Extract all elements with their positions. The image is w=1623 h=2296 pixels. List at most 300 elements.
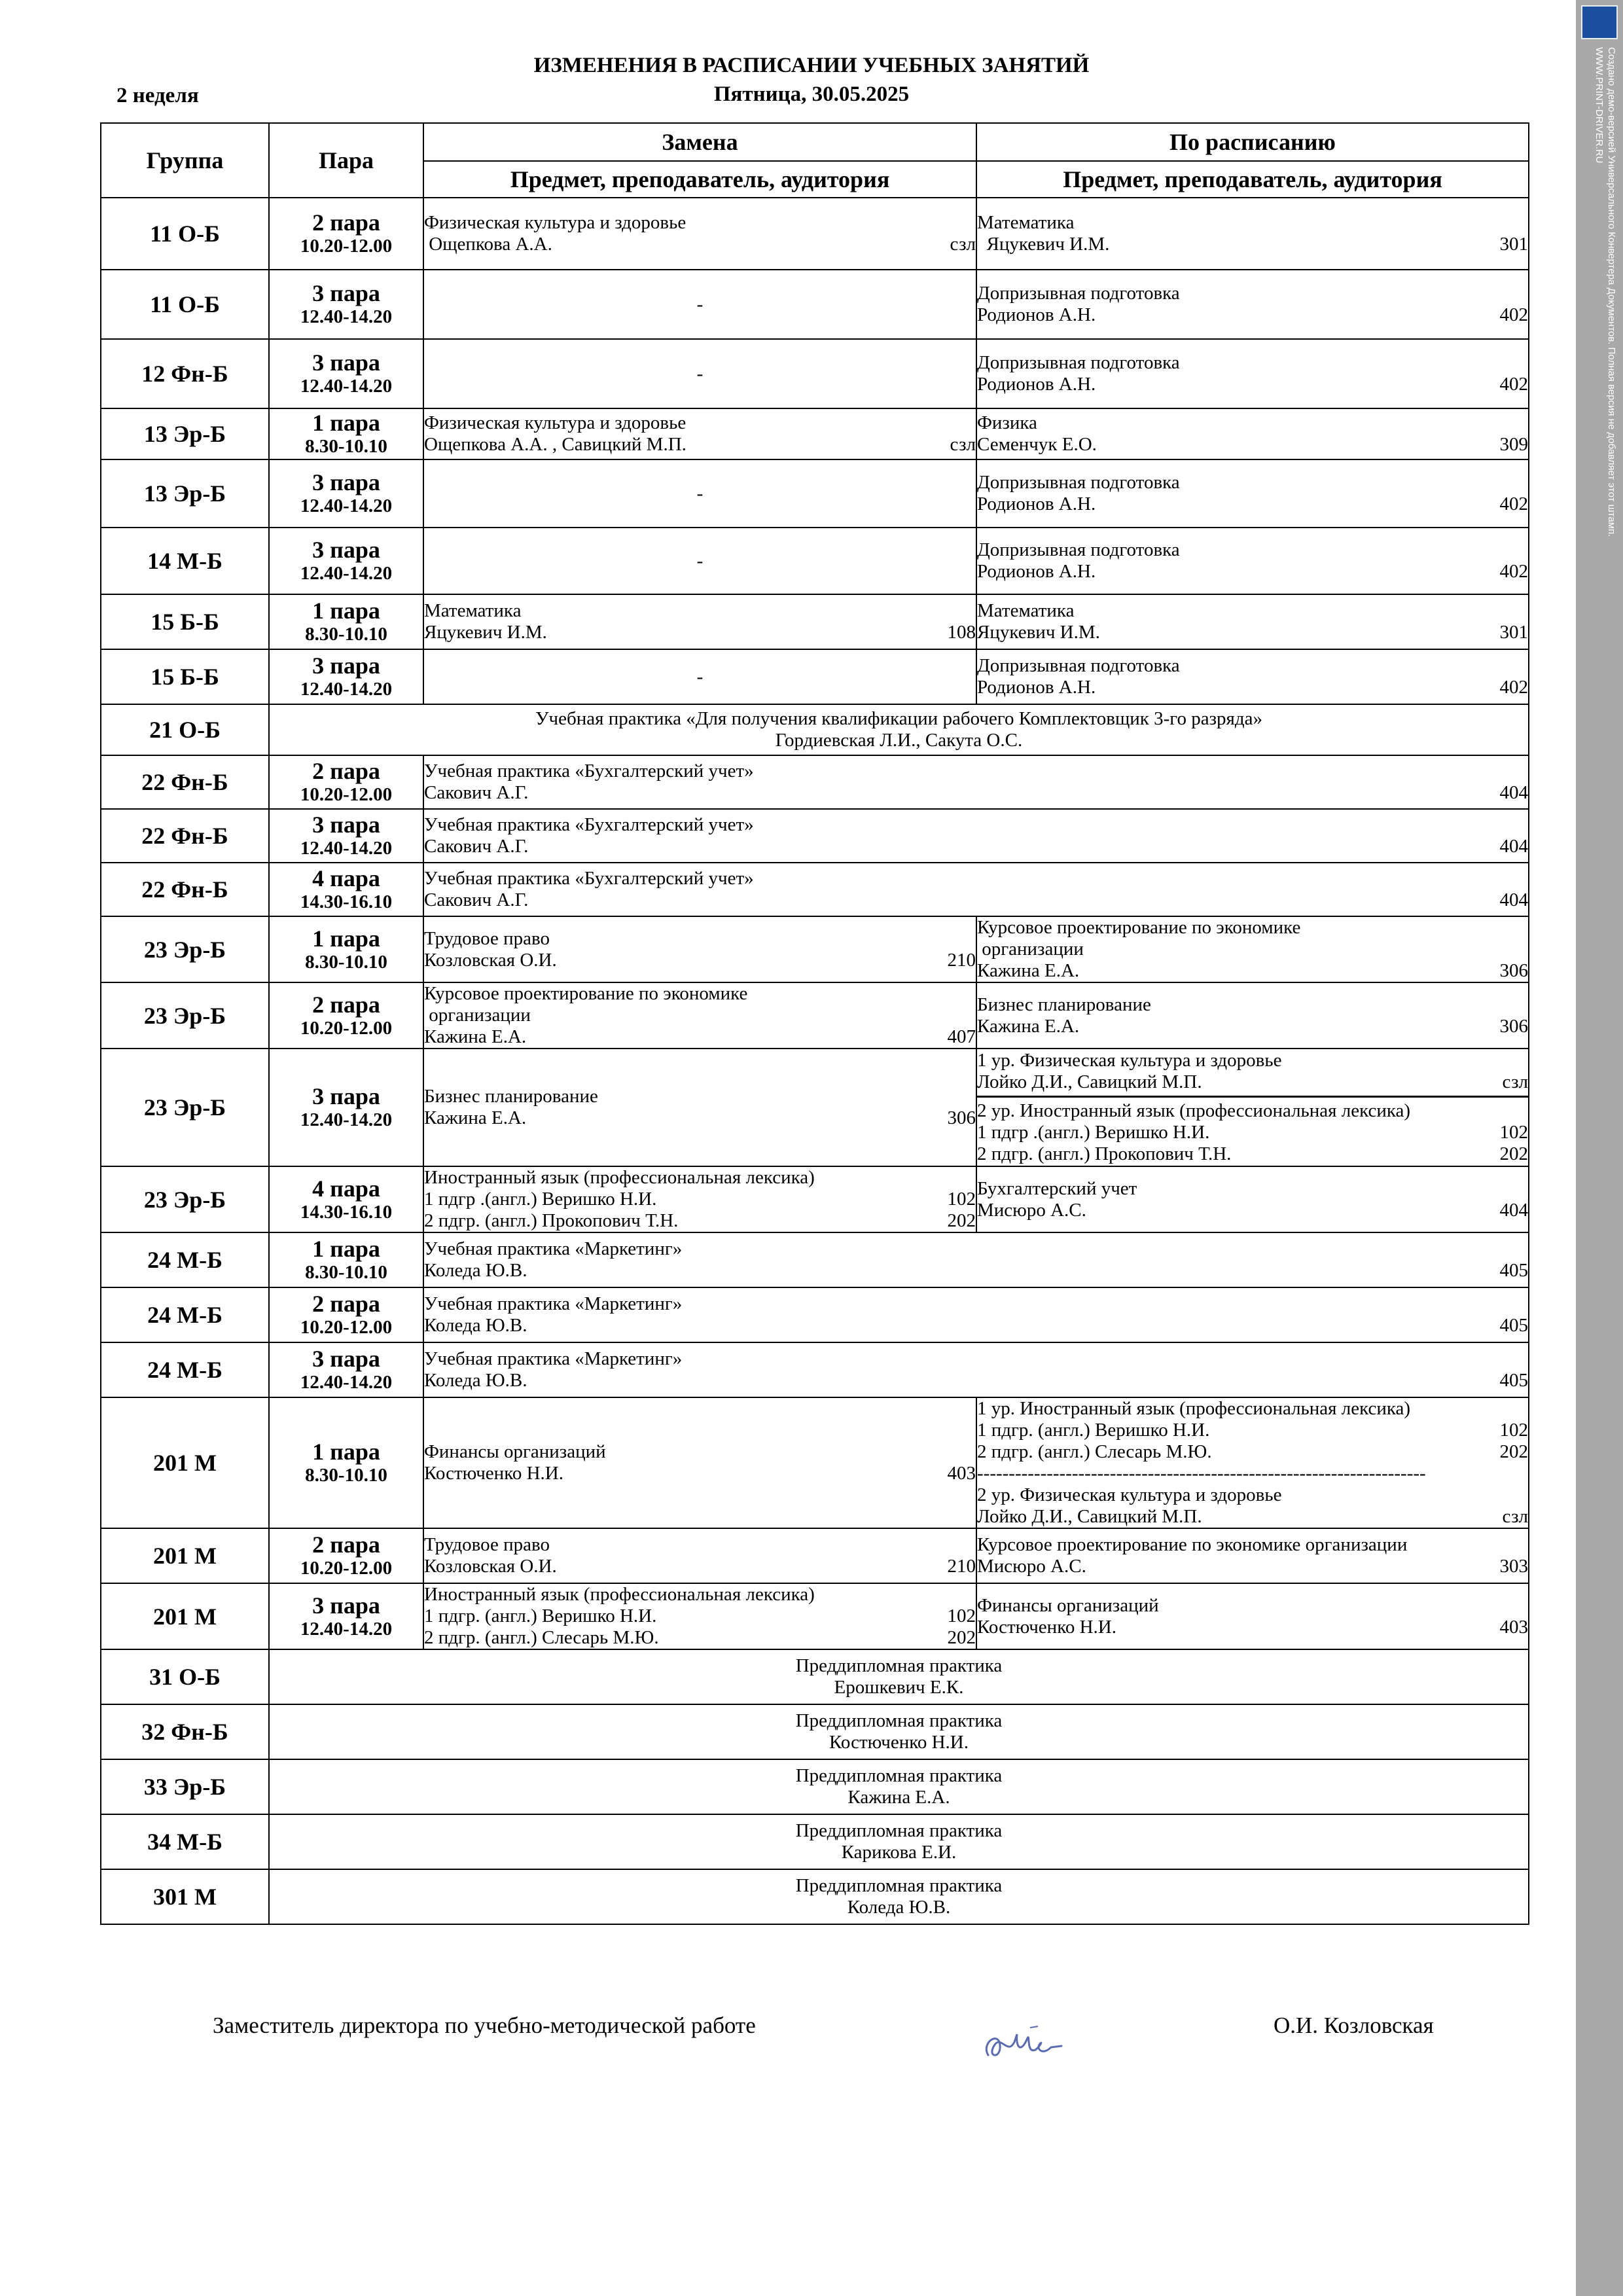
pair-cell <box>269 1049 423 1166</box>
cell-text: Лойко Д.И., Савицкий М.П. <box>977 1506 1202 1527</box>
wide-cell <box>423 1232 1529 1287</box>
cell-line <box>424 868 1528 889</box>
pair-cell <box>269 408 423 459</box>
cell-room: 301 <box>1499 234 1528 255</box>
scheduled-cell <box>976 459 1529 528</box>
replacement-cell <box>423 594 976 649</box>
cell-line <box>977 939 1528 960</box>
column-header-scheduled: По расписанию <box>976 123 1529 161</box>
group-cell: 13 Эр-Б <box>101 408 269 459</box>
cell-text: Сакович А.Г. <box>424 836 529 857</box>
table-row <box>101 1869 1529 1924</box>
pair-cell <box>269 1528 423 1583</box>
pair-time: 10.20-12.00 <box>300 1317 393 1338</box>
scheduled-cell <box>976 1397 1529 1528</box>
pair-time: 12.40-14.20 <box>300 495 393 516</box>
replacement-cell <box>423 408 976 459</box>
cell-text: Козловская О.И. <box>424 1556 557 1577</box>
cell-text: Допризывная подготовка <box>977 539 1180 560</box>
table-row <box>101 1232 1529 1287</box>
cell-line <box>424 1005 976 1026</box>
cell-room: 102 <box>1499 1122 1528 1143</box>
cell-line <box>424 1627 976 1649</box>
table-row <box>101 863 1529 916</box>
cell-text: 2 пдгр. (англ.) Прокопович Т.Н. <box>977 1143 1232 1164</box>
group-cell: 34 М-Б <box>101 1814 269 1869</box>
cell-line <box>977 1050 1528 1071</box>
cell-line <box>977 1484 1528 1506</box>
group-cell: 32 Фн-Б <box>101 1704 269 1759</box>
cell-text: Родионов А.Н. <box>977 561 1096 582</box>
cell-text: Яцукевич И.М. <box>977 234 1110 255</box>
group-cell: 23 Эр-Б <box>101 982 269 1049</box>
span-cell <box>269 1649 1529 1704</box>
column-header-pair: Пара <box>269 123 423 198</box>
cell-text: Родионов А.Н. <box>977 677 1096 698</box>
cell-line <box>977 1420 1528 1441</box>
pair-number: 3 пара <box>312 1346 380 1372</box>
cell-line <box>977 960 1528 982</box>
span-line: Преддипломная практика <box>795 1820 1003 1841</box>
cell-line <box>424 1107 976 1129</box>
cell-line <box>424 1605 976 1627</box>
cell-text: Физическая культура и здоровье <box>424 212 687 233</box>
cell-room: сзл <box>950 234 976 255</box>
cell-text: Бизнес планирование <box>424 1086 598 1107</box>
cell-text: Учебная практика «Бухгалтерский учет» <box>424 868 754 889</box>
cell-line <box>424 1210 976 1232</box>
span-cell <box>269 1814 1529 1869</box>
wide-cell <box>423 755 1529 809</box>
converter-stamp-text <box>1593 47 1618 833</box>
pair-number: 1 пара <box>312 1236 380 1262</box>
cell-line <box>977 1143 1528 1165</box>
cell-line <box>977 600 1528 622</box>
cell-text: Ощепкова А.А. , Савицкий М.П. <box>424 434 687 455</box>
table-row <box>101 1342 1529 1397</box>
table-row <box>101 198 1529 270</box>
empty-dash: - <box>696 482 704 504</box>
span-line: Учебная практика «Для получения квалификации рабочего Комплектовщик 3-го разряда» <box>535 708 1263 729</box>
scheduled-cell <box>976 649 1529 704</box>
cell-text: Кажина Е.А. <box>977 960 1080 981</box>
cell-line <box>424 1293 1528 1315</box>
group-cell: 11 О-Б <box>101 270 269 339</box>
pair-number: 1 пара <box>312 1439 380 1465</box>
cell-line <box>424 412 976 434</box>
cell-text: Коледа Ю.В. <box>424 1260 527 1281</box>
pair-number: 2 пара <box>312 209 380 236</box>
pair-number: 3 пара <box>312 469 380 495</box>
span-line: Преддипломная практика <box>795 1655 1003 1676</box>
cell-line <box>977 917 1528 939</box>
pair-cell <box>269 459 423 528</box>
cell-text: Кажина Е.А. <box>424 1026 527 1047</box>
pair-cell <box>269 982 423 1049</box>
group-cell: 23 Эр-Б <box>101 1166 269 1232</box>
cell-text: Яцукевич И.М. <box>977 622 1100 643</box>
span-line: Коледа Ю.В. <box>847 1897 951 1918</box>
scheduled-cell <box>976 270 1529 339</box>
document-title: ИЗМЕНЕНИЯ В РАСПИСАНИИ УЧЕБНЫХ ЗАНЯТИЙ <box>533 54 1090 77</box>
pair-time: 8.30-10.10 <box>305 951 387 973</box>
cell-line <box>977 677 1528 698</box>
cell-text: Коледа Ю.В. <box>424 1315 527 1336</box>
cell-room: 402 <box>1499 561 1528 582</box>
cell-line <box>424 950 976 971</box>
cell-line <box>977 1200 1528 1221</box>
scheduled-cell <box>976 339 1529 408</box>
column-subheader-replacement: Предмет, преподаватель, аудитория <box>423 161 976 198</box>
cell-line <box>424 889 1528 911</box>
cell-line <box>424 814 1528 836</box>
pair-time: 8.30-10.10 <box>305 624 387 645</box>
cell-room: 404 <box>1499 836 1528 857</box>
replacement-cell <box>423 916 976 982</box>
table-row <box>101 528 1529 594</box>
scheduled-cell <box>976 1583 1529 1649</box>
cell-text: Математика <box>977 600 1075 621</box>
group-cell: 11 О-Б <box>101 198 269 270</box>
table-row <box>101 1583 1529 1649</box>
cell-room: 405 <box>1499 1370 1528 1391</box>
replacement-cell <box>423 528 976 594</box>
wide-cell <box>423 1342 1529 1397</box>
cell-line <box>977 1556 1528 1577</box>
cell-room: 202 <box>1499 1143 1528 1164</box>
cell-text: Сакович А.Г. <box>424 889 529 910</box>
pair-number: 2 пара <box>312 758 380 784</box>
cell-room: 202 <box>947 1210 976 1231</box>
cell-room: 404 <box>1499 782 1528 803</box>
pair-time: 12.40-14.20 <box>300 306 393 327</box>
stamp-line-1: Создано демо-версией Универсального Конвертера Документов. Полная версия не добавляет этот штамп. <box>1606 47 1617 537</box>
table-row <box>101 594 1529 649</box>
cell-text: 2 пдгр. (англ.) Слесарь М.Ю. <box>424 1627 659 1648</box>
column-subheader-scheduled: Предмет, преподаватель, аудитория <box>976 161 1529 198</box>
cell-text: Трудовое право <box>424 927 550 949</box>
cell-room: 102 <box>947 1189 976 1210</box>
scheduled-cell <box>976 594 1529 649</box>
cell-line <box>977 352 1528 374</box>
wide-cell <box>423 1287 1529 1342</box>
cell-line <box>977 622 1528 643</box>
cell-line <box>424 234 976 255</box>
cell-line <box>977 994 1528 1016</box>
cell-text: Физическая культура и здоровье <box>424 412 687 433</box>
group-cell: 22 Фн-Б <box>101 755 269 809</box>
replacement-cell <box>423 982 976 1049</box>
cell-text: Бизнес планирование <box>977 994 1151 1015</box>
pair-number: 4 пара <box>312 1175 380 1202</box>
cell-room: сзл <box>1502 1506 1528 1527</box>
table-row <box>101 408 1529 459</box>
cell-text: 1 пдгр. (англ.) Веришко Н.И. <box>977 1420 1210 1441</box>
pair-number: 3 пара <box>312 350 380 376</box>
span-line: Ерошкевич Е.К. <box>834 1677 964 1698</box>
cell-line <box>977 212 1528 234</box>
pair-cell <box>269 339 423 408</box>
pair-time: 12.40-14.20 <box>300 1372 393 1393</box>
cell-line <box>977 412 1528 434</box>
wide-cell <box>423 809 1529 863</box>
replacement-cell <box>423 649 976 704</box>
cell-text: Яцукевич И.М. <box>424 622 547 643</box>
table-row <box>101 1528 1529 1583</box>
cell-line <box>977 1441 1528 1463</box>
pair-number: 3 пара <box>312 280 380 306</box>
group-cell: 33 Эр-Б <box>101 1759 269 1814</box>
pair-cell <box>269 1342 423 1397</box>
cell-text: Курсовое проектирование по экономике организации <box>977 1534 1408 1555</box>
cell-text: Допризывная подготовка <box>977 655 1180 676</box>
cell-line <box>424 1556 976 1577</box>
scheduled-cell <box>976 982 1529 1049</box>
cell-room: 306 <box>1499 960 1528 981</box>
cell-line <box>977 539 1528 561</box>
pair-time: 8.30-10.10 <box>305 1262 387 1283</box>
separator-line <box>977 1096 1528 1098</box>
cell-line <box>977 1534 1528 1556</box>
cell-room: 210 <box>947 1556 976 1577</box>
replacement-cell <box>423 198 976 270</box>
group-cell: 14 М-Б <box>101 528 269 594</box>
cell-line <box>977 304 1528 326</box>
column-header-group: Группа <box>101 123 269 198</box>
cell-room: 210 <box>947 949 976 971</box>
group-cell: 22 Фн-Б <box>101 863 269 916</box>
scheduled-cell <box>976 528 1529 594</box>
cell-line <box>424 1026 976 1048</box>
pair-cell <box>269 594 423 649</box>
pair-cell <box>269 1397 423 1528</box>
table-row <box>101 809 1529 863</box>
cell-line <box>424 1238 1528 1260</box>
cell-room: 108 <box>947 622 976 643</box>
cell-room: 303 <box>1499 1556 1528 1577</box>
scheduled-cell <box>976 916 1529 982</box>
cell-line <box>424 622 976 643</box>
table-row <box>101 1759 1529 1814</box>
cell-text: Финансы организаций <box>424 1441 606 1462</box>
group-cell: 15 Б-Б <box>101 649 269 704</box>
pair-cell <box>269 916 423 982</box>
group-cell: 15 Б-Б <box>101 594 269 649</box>
replacement-cell <box>423 1166 976 1232</box>
pair-time: 10.20-12.00 <box>300 236 393 257</box>
replacement-cell <box>423 339 976 408</box>
cell-text: Ощепкова А.А. <box>424 234 552 255</box>
group-cell: 301 М <box>101 1869 269 1924</box>
cell-line <box>424 1463 976 1484</box>
span-line: Кажина Е.А. <box>847 1787 950 1808</box>
pair-time: 14.30-16.10 <box>300 891 393 912</box>
cell-room: сзл <box>950 434 976 455</box>
cell-line <box>424 434 976 456</box>
empty-dash: - <box>696 550 704 571</box>
pair-cell <box>269 198 423 270</box>
cell-text: Козловская О.И. <box>424 949 557 971</box>
pair-cell <box>269 528 423 594</box>
cell-line <box>977 493 1528 515</box>
cell-text: Курсовое проектирование по экономике <box>424 983 748 1004</box>
cell-line <box>424 1189 976 1210</box>
pair-number: 4 пара <box>312 865 380 891</box>
group-cell: 21 О-Б <box>101 704 269 755</box>
converter-logo-icon <box>1581 5 1618 39</box>
cell-room: 306 <box>1499 1015 1528 1037</box>
cell-line <box>424 928 976 950</box>
schedule-body <box>101 198 1529 1924</box>
scheduled-cell <box>976 1166 1529 1232</box>
scheduled-cell <box>976 1049 1529 1166</box>
stamp-line-2: WWW.PRINT-DRIVER.RU <box>1594 47 1605 164</box>
cell-text: Учебная практика «Маркетинг» <box>424 1348 683 1369</box>
cell-text: Допризывная подготовка <box>977 472 1180 493</box>
group-cell: 201 М <box>101 1583 269 1649</box>
pair-time: 12.40-14.20 <box>300 1109 393 1130</box>
cell-line <box>424 1370 1528 1391</box>
span-line: Костюченко Н.И. <box>829 1732 969 1753</box>
scheduled-cell <box>976 1528 1529 1583</box>
pair-time: 10.20-12.00 <box>300 784 393 805</box>
cell-text: 1 пдгр .(англ.) Веришко Н.И. <box>424 1189 657 1210</box>
cell-line <box>977 1100 1528 1122</box>
cell-line <box>977 1178 1528 1200</box>
pair-time: 12.40-14.20 <box>300 563 393 584</box>
replacement-cell <box>423 1397 976 1528</box>
cell-line <box>977 1595 1528 1617</box>
cell-text: Учебная практика «Маркетинг» <box>424 1293 683 1314</box>
cell-line <box>424 761 1528 782</box>
cell-text: организации <box>977 939 1084 960</box>
cell-text: Бухгалтерский учет <box>977 1177 1137 1199</box>
cell-text: Костюченко Н.И. <box>977 1616 1116 1638</box>
pair-time: 12.40-14.20 <box>300 679 393 700</box>
cell-line <box>977 434 1528 456</box>
replacement-cell <box>423 270 976 339</box>
table-row <box>101 649 1529 704</box>
group-cell: 12 Фн-Б <box>101 339 269 408</box>
cell-line <box>424 1086 976 1107</box>
table-row <box>101 982 1529 1049</box>
table-row <box>101 1166 1529 1232</box>
cell-line <box>424 212 976 234</box>
span-line: Гордиевская Л.И., Сакута О.С. <box>775 730 1023 751</box>
cell-text: Кажина Е.А. <box>424 1107 527 1128</box>
empty-dash: - <box>696 293 704 315</box>
cell-text: Иностранный язык (профессиональная лексика) <box>424 1584 815 1605</box>
cell-text: 2 пдгр. (англ.) Слесарь М.Ю. <box>977 1441 1212 1462</box>
cell-text: Математика <box>977 212 1075 233</box>
empty-dash: - <box>696 666 704 687</box>
cell-room: 301 <box>1499 622 1528 643</box>
span-cell <box>269 704 1529 755</box>
pair-number: 1 пара <box>312 598 380 624</box>
pair-number: 2 пара <box>312 1532 380 1558</box>
pair-number: 3 пара <box>312 537 380 563</box>
cell-line <box>977 1016 1528 1037</box>
cell-line <box>424 1260 1528 1282</box>
group-cell: 13 Эр-Б <box>101 459 269 528</box>
cell-line <box>424 1534 976 1556</box>
pair-time: 12.40-14.20 <box>300 376 393 397</box>
table-row <box>101 1704 1529 1759</box>
cell-text: 1 пдгр .(англ.) Веришко Н.И. <box>977 1122 1210 1143</box>
cell-room: 309 <box>1499 434 1528 455</box>
cell-text: Мисюро А.С. <box>977 1199 1086 1221</box>
cell-text: Родионов А.Н. <box>977 493 1096 514</box>
cell-text: Допризывная подготовка <box>977 283 1180 304</box>
pair-number: 3 пара <box>312 812 380 838</box>
cell-line <box>977 1122 1528 1143</box>
cell-text: Учебная практика «Бухгалтерский учет» <box>424 761 754 781</box>
pair-number: 3 пара <box>312 1592 380 1619</box>
cell-text: Допризывная подготовка <box>977 352 1180 373</box>
table-row <box>101 270 1529 339</box>
cell-line <box>424 983 976 1005</box>
group-cell: 24 М-Б <box>101 1287 269 1342</box>
cell-line <box>977 472 1528 493</box>
cell-text: организации <box>424 1005 531 1026</box>
span-cell <box>269 1704 1529 1759</box>
cell-line <box>424 782 1528 804</box>
pair-cell <box>269 1232 423 1287</box>
cell-room: 102 <box>1499 1420 1528 1441</box>
pair-time: 10.20-12.00 <box>300 1558 393 1579</box>
week-label: 2 неделя <box>116 84 199 107</box>
cell-line <box>977 1398 1528 1420</box>
pair-number: 2 пара <box>312 1291 380 1317</box>
cell-room: 407 <box>947 1026 976 1047</box>
span-line: Преддипломная практика <box>795 1710 1003 1731</box>
pair-time: 12.40-14.20 <box>300 838 393 859</box>
cell-text: Математика <box>424 600 522 621</box>
cell-text: Лойко Д.И., Савицкий М.П. <box>977 1071 1202 1092</box>
wide-cell <box>423 863 1529 916</box>
group-cell: 23 Эр-Б <box>101 1049 269 1166</box>
cell-line <box>977 374 1528 395</box>
pair-time: 8.30-10.10 <box>305 436 387 457</box>
signature-image <box>975 2016 1073 2068</box>
dashed-separator: ----------------------------------------------------------------------- <box>977 1463 1426 1484</box>
replacement-cell <box>423 1528 976 1583</box>
cell-room: 404 <box>1499 889 1528 910</box>
cell-line <box>977 655 1528 677</box>
table-row <box>101 704 1529 755</box>
empty-dash: - <box>696 363 704 384</box>
cell-line <box>424 836 1528 857</box>
cell-text: 2 пдгр. (англ.) Прокопович Т.Н. <box>424 1210 679 1231</box>
cell-line <box>977 561 1528 583</box>
pair-cell <box>269 1583 423 1649</box>
pair-cell <box>269 270 423 339</box>
schedule-table <box>100 122 1529 1925</box>
cell-line <box>424 1167 976 1189</box>
cell-room: 402 <box>1499 374 1528 395</box>
table-row <box>101 459 1529 528</box>
pair-cell <box>269 1166 423 1232</box>
cell-room: 402 <box>1499 493 1528 514</box>
table-row <box>101 916 1529 982</box>
table-row <box>101 1287 1529 1342</box>
cell-room: 404 <box>1499 1199 1528 1221</box>
cell-room: 403 <box>947 1463 976 1484</box>
signatory-role: Заместитель директора по учебно-методической работе <box>213 2013 756 2038</box>
cell-line <box>424 1441 976 1463</box>
cell-line <box>977 283 1528 304</box>
cell-room: 202 <box>1499 1441 1528 1462</box>
